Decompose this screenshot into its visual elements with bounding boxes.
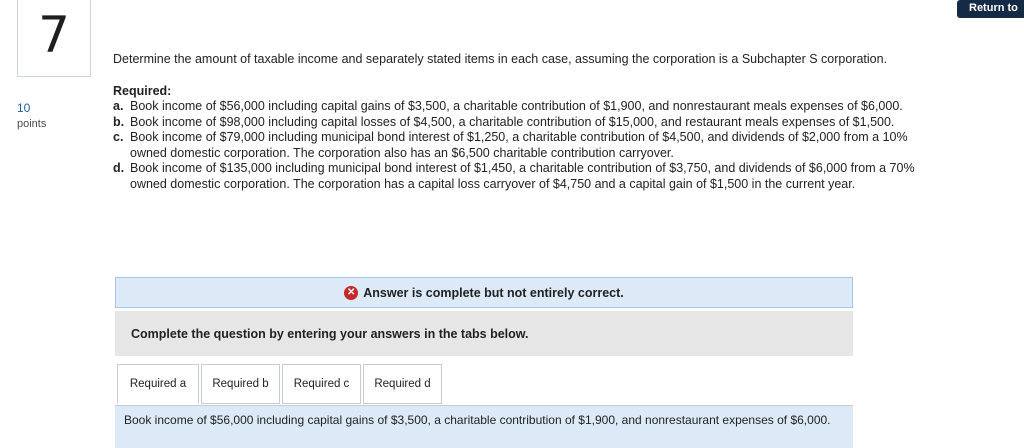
required-part-a — [113, 99, 933, 115]
instruction-text: Complete the question by entering your answers in the tabs below. — [131, 326, 529, 341]
part-text: Book income of $79,000 including municipal bond interest of $1,250, a charitable contribution of $4,500, and dividends of $2,000 from a 10% owned domestic corporation. The corporation also has an $6,500 charitable contribution carryover. — [130, 130, 908, 160]
part-text: Book income of $135,000 including municipal bond interest of $1,450, a charitable contribution of $3,750, and dividends of $6,000 from a 70% owned domestic corporation. The corporation has a capital loss carryover of $4,750 and a capital gain of $1,500 in the current year. — [130, 161, 915, 191]
instruction-banner — [115, 311, 853, 356]
part-letter: b. — [113, 114, 125, 129]
question-number-box — [17, 0, 91, 77]
tab-panel — [115, 405, 853, 448]
required-parts-list — [113, 99, 933, 192]
part-text: Book income of $98,000 including capital losses of $4,500, a charitable contribution of $15,000, and restaurant meals expenses of $1,500. — [130, 114, 895, 129]
x-circle-icon: ✕ — [344, 286, 358, 300]
required-heading: Required: — [113, 83, 172, 98]
part-letter: a. — [113, 99, 124, 113]
required-part-c — [113, 130, 933, 161]
required-part-d — [113, 161, 933, 192]
part-letter: d. — [113, 161, 125, 175]
points-value: 10 — [17, 101, 31, 115]
question-content — [113, 52, 933, 192]
points-label: points — [17, 118, 47, 130]
return-button[interactable]: Return to — [957, 0, 1024, 18]
answer-status-text: Answer is complete but not entirely correct. — [363, 285, 624, 300]
tab-panel-text: Book income of $56,000 including capital gains of $3,500, a charitable contribution of $1,900, and nonrestaurant expenses of $6,000. — [124, 413, 831, 427]
question-number: 7 — [38, 6, 70, 64]
tab-required-b[interactable]: Required b — [201, 364, 280, 404]
tab-required-d[interactable]: Required d — [363, 364, 442, 404]
part-letter: c. — [113, 130, 124, 144]
required-tabs — [117, 364, 442, 404]
tab-required-a[interactable]: Required a — [117, 364, 199, 404]
required-part-b — [113, 115, 933, 131]
question-intro: Determine the amount of taxable income and separately stated items in each case, assuming the corporation is a Subchapter S corporation. — [113, 52, 888, 66]
answer-status-banner — [115, 277, 853, 308]
tab-required-c[interactable]: Required c — [282, 364, 361, 404]
part-text: Book income of $56,000 including capital gains of $3,500, a charitable contribution of $1,900, and nonrestaurant meals expenses of $6,000. — [130, 99, 903, 113]
